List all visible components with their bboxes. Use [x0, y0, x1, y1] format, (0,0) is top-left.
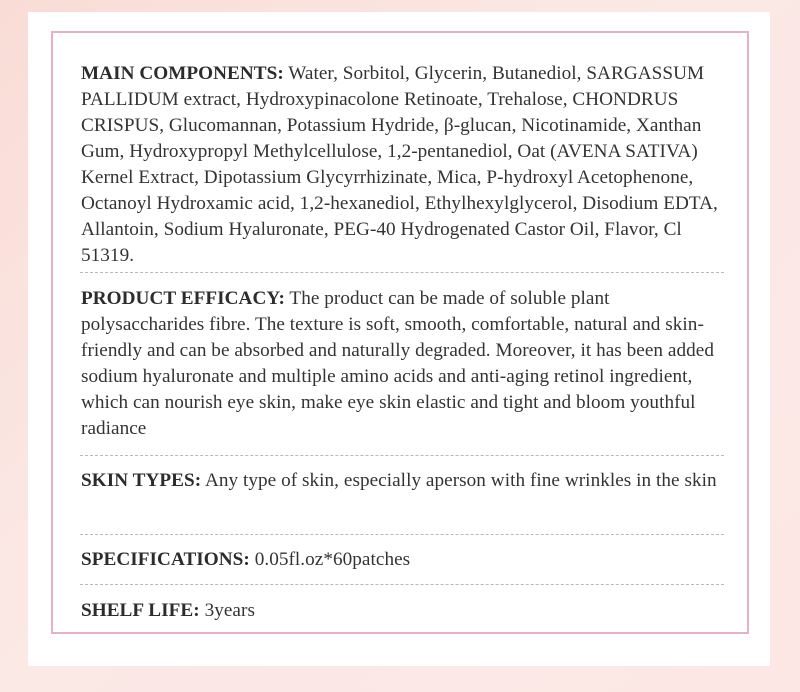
section-divider [80, 584, 724, 585]
main-components-label: MAIN COMPONENTS: [81, 63, 284, 84]
specifications-label: SPECIFICATIONS: [81, 549, 250, 570]
skin-types-text: Any type of skin, especially aperson with fine wrinkles in the skin [201, 470, 717, 491]
specifications-text: 0.05fl.oz*60patches [249, 549, 411, 570]
shelf-life-label: SHELF LIFE: [81, 600, 200, 621]
product-efficacy-text: The product can be made of soluble plant polysaccharides fibre. The texture is soft, smooth, comfortable, natural and skin-friendly and can be absorbed and naturally degraded. Moreover, it has been added sodium hyaluronate and multiple amino acids and anti-aging retinol ingredient, which can nourish eye skin, make eye skin elastic and tight and bloom youthful radiance [81, 288, 714, 439]
specifications-section [81, 547, 729, 573]
shelf-life-section [81, 598, 729, 624]
content-card [28, 12, 770, 666]
main-components-text: Water, Sorbitol, Glycerin, Butanediol, SARGASSUM PALLIDUM extract, Hydroxypinacolone Retinoate, Trehalose, CHONDRUS CRISPUS, Glucomannan, Potassium Hydride, β-glucan, Nicotinamide, Xanthan Gum, Hydroxypropyl Methylcellulose, 1,2-pentanediol, Oat (AVENA SATIVA) Kernel Extract, Dipotassium Glycyrrhizinate, Mica, P-hydroxyl Acetophenone, Octanoyl Hydroxamic acid, 1,2-hexanediol, Ethylhexylglycerol, Disodium EDTA, Allantoin, Sodium Hyaluronate, PEG-40 Hydrogenated Castor Oil, Flavor, Cl 51319. [81, 63, 718, 266]
main-components-section [81, 61, 729, 269]
product-efficacy-label: PRODUCT EFFICACY: [81, 288, 285, 309]
section-divider [80, 272, 724, 273]
section-divider [80, 534, 724, 535]
skin-types-label: SKIN TYPES: [81, 470, 202, 491]
section-divider [80, 455, 724, 456]
skin-types-section [81, 468, 729, 494]
shelf-life-text: 3years [199, 600, 255, 621]
product-efficacy-section [81, 286, 729, 442]
info-frame [51, 31, 749, 634]
